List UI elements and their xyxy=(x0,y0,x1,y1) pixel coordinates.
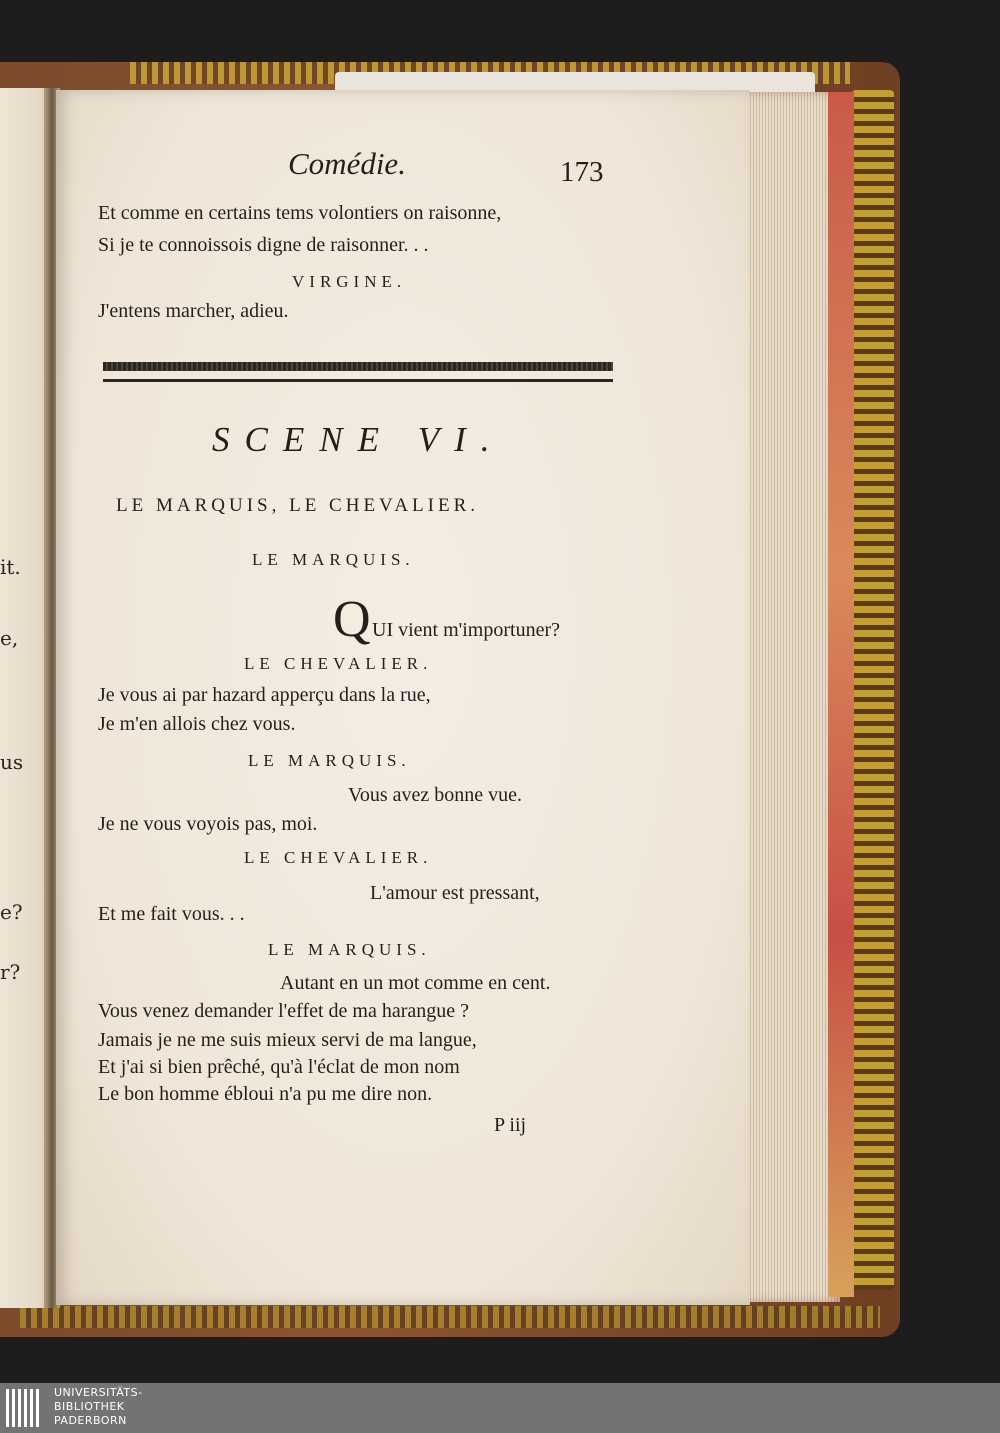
verse-line: Vous venez demander l'effet de ma harangue ? xyxy=(98,1000,470,1022)
scene-cast: LE MARQUIS, LE CHEVALIER. xyxy=(116,495,480,516)
signature-mark: P iij xyxy=(494,1114,527,1136)
verse-line: Et j'ai si bien prêché, qu'à l'éclat de mon nom xyxy=(98,1056,460,1078)
verse-line: UI vient m'importuner? xyxy=(372,619,560,641)
left-page-fragment: it. xyxy=(0,555,21,579)
red-sprinkled-edge xyxy=(828,92,854,1297)
verse-line: Je m'en allois chez vous. xyxy=(98,713,296,735)
speaker-name: LE MARQUIS. xyxy=(248,751,411,770)
section-rule-thick xyxy=(103,362,613,371)
verse-line: Et me fait vous. . . xyxy=(98,903,245,925)
spine-gilding xyxy=(852,90,894,1290)
verse-line: Le bon homme ébloui n'a pu me dire non. xyxy=(98,1083,433,1105)
verse-line: Vous avez bonne vue. xyxy=(348,784,523,806)
verse-line: Si je te connoissois digne de raisonner. . . xyxy=(98,234,429,256)
section-rule-thin xyxy=(103,379,613,382)
verse-line: L'amour est pressant, xyxy=(370,882,540,904)
cover-bottom-gilding xyxy=(20,1306,880,1328)
library-name xyxy=(54,1386,143,1428)
verse-line: Je vous ai par hazard apperçu dans la rue, xyxy=(98,684,431,706)
scene-title: SCENE VI. xyxy=(212,420,505,459)
running-head: Comédie. xyxy=(288,146,406,181)
page-number: 173 xyxy=(560,156,604,188)
speaker-name: VIRGINE. xyxy=(292,272,407,291)
page-block-edges xyxy=(745,92,840,1302)
speaker-name: LE MARQUIS. xyxy=(268,940,431,959)
left-page-fragment: r? xyxy=(0,960,21,984)
verse-line: J'entens marcher, adieu. xyxy=(98,300,289,322)
speaker-name: LE CHEVALIER. xyxy=(244,848,433,867)
left-page-fragment: e? xyxy=(0,900,23,924)
page-top-edge xyxy=(335,72,815,92)
verse-line: Jamais je ne me suis mieux servi de ma langue, xyxy=(98,1029,477,1051)
verse-line: Et comme en certains tems volontiers on raisonne, xyxy=(98,202,502,224)
drop-cap: Q xyxy=(333,591,371,648)
left-page-fragment: e, xyxy=(0,626,19,650)
library-name-line: UNIVERSITÄTS- xyxy=(54,1386,143,1399)
library-logo-icon xyxy=(6,1389,46,1427)
verse-line: Je ne vous voyois pas, moi. xyxy=(98,813,318,835)
library-footer xyxy=(0,1383,1000,1433)
library-name-line: BIBLIOTHEK xyxy=(54,1400,125,1413)
left-page xyxy=(0,88,50,1308)
library-name-line: PADERBORN xyxy=(54,1414,127,1427)
speaker-name: LE MARQUIS. xyxy=(252,550,415,569)
left-page-fragment: us xyxy=(0,750,24,774)
speaker-name: LE CHEVALIER. xyxy=(244,654,433,673)
verse-line: Autant en un mot comme en cent. xyxy=(280,972,551,994)
